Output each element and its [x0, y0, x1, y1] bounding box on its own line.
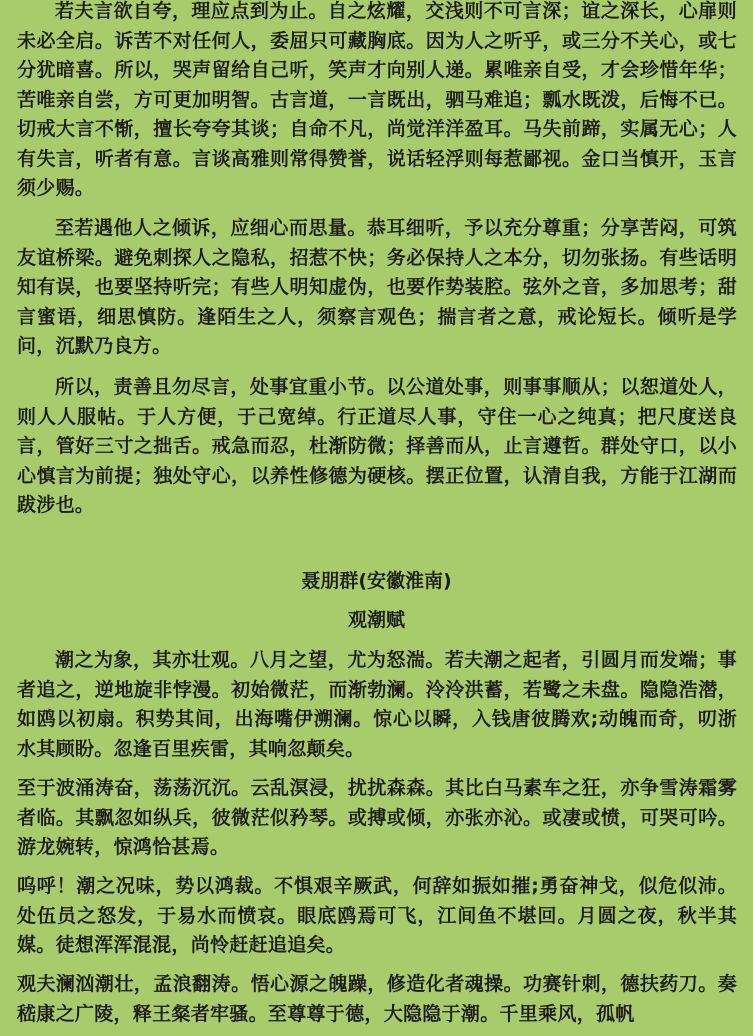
author-line: 聂朋群(安徽淮南)	[301, 570, 452, 592]
paragraph-7: 观夫澜汹潮壮，孟浪翻涛。悟心源之魄躁，修造化者魂操。功赛针刺，德扶药刀。奏嵇康之广陵，释王粲者牢骚。至尊尊于德，大隐隐于潮。千里乘风，孤帆	[17, 973, 737, 1025]
paragraph-2: 至若遇他人之倾诉，应细心而思量。恭耳细听，予以充分尊重；分享苦闷，可筑友谊桥梁。避免刺探人之隐私，招惹不快；务必保持人之本分，切勿张扬。有些话明知有误，也要坚持听完；有些人明知虚伪，也要作势装腔。弦外之音，多加思考；甜言蜜语，细思慎防。逢陌生之人，须察言观色；揣言者之意，戒论短长。倾听是学问，沉默乃良方。	[17, 217, 737, 357]
paragraph-4: 潮之为象，其亦壮观。八月之望，尤为怒湍。若夫潮之起者，引圆月而发端；事者追之，逆地旋非悖漫。初始微茫，而渐勃澜。泠泠洪蓄，若鹭之未盘。隐隐浩潜，如鸥以初扇。积势其间，出海嘴伊溯澜。惊心以瞬，入钱唐彼腾欢;动魄而奇，叨浙水其顾盼。忽逢百里疾雷，其响忽颠矣。	[17, 649, 737, 760]
paragraph-5: 至于波涌涛奋，荡荡沉沉。云乱溟浸，扰扰森森。其比白马素车之狂，亦争雪涛霜雾者临。其飘忽如纵兵，彼微茫似矜琴。或搏或倾，亦张亦沁。或凄或愤，可哭可吟。游龙婉转，惊鸿恰甚焉。	[17, 777, 737, 858]
paragraph-6: 呜呼！潮之况味，势以鸿裁。不惧艰辛厥武，何辞如振如摧;勇奋神戈，似危似沛。处伍员之怒发，于易水而愤哀。眼底鸥焉可飞，江间鱼不堪回。月圆之夜，秋半其媒。徒想浑浑混混，尚怜赶赶追追矣。	[17, 875, 737, 956]
paragraph-3: 所以，责善且勿尽言，处事宜重小节。以公道处事，则事事顺从；以恕道处人，则人人服帖。于人方便，于己宽绰。行正道尽人事，守住一心之纯真；把尺度送良言，管好三寸之拙舌。戒急而忍，杜渐防微；择善而从，止言遵哲。群处守口，以小心慎言为前提；独处守心，以养性修德为硬核。摆正位置，认清自我，方能于江湖而跋涉也。	[17, 376, 737, 516]
paragraph-1: 若夫言欲自夸，理应点到为止。自之炫耀，交浅则不可言深；谊之深长，心扉则未必全启。诉苦不对任何人，委屈只可藏胸底。因为人之听乎，或三分不关心，或七分犹暗喜。所以，哭声留给自己听，笑声才向别人递。累唯亲自受，才会珍惜年华；苦唯亲自尝，方可更加明智。古言道，一言既出，驷马难追；瓢水既泼，后悔不已。切戒大言不惭，擅长夸夸其谈；自命不凡，尚觉洋洋盈耳。马失前蹄，实属无心；人有失言，听者有意。言谈高雅则常得赞誉，说话轻浮则每惹鄙视。金口当慎开，玉言须少赐。	[17, 0, 737, 199]
poem-title: 观潮赋	[347, 609, 405, 631]
